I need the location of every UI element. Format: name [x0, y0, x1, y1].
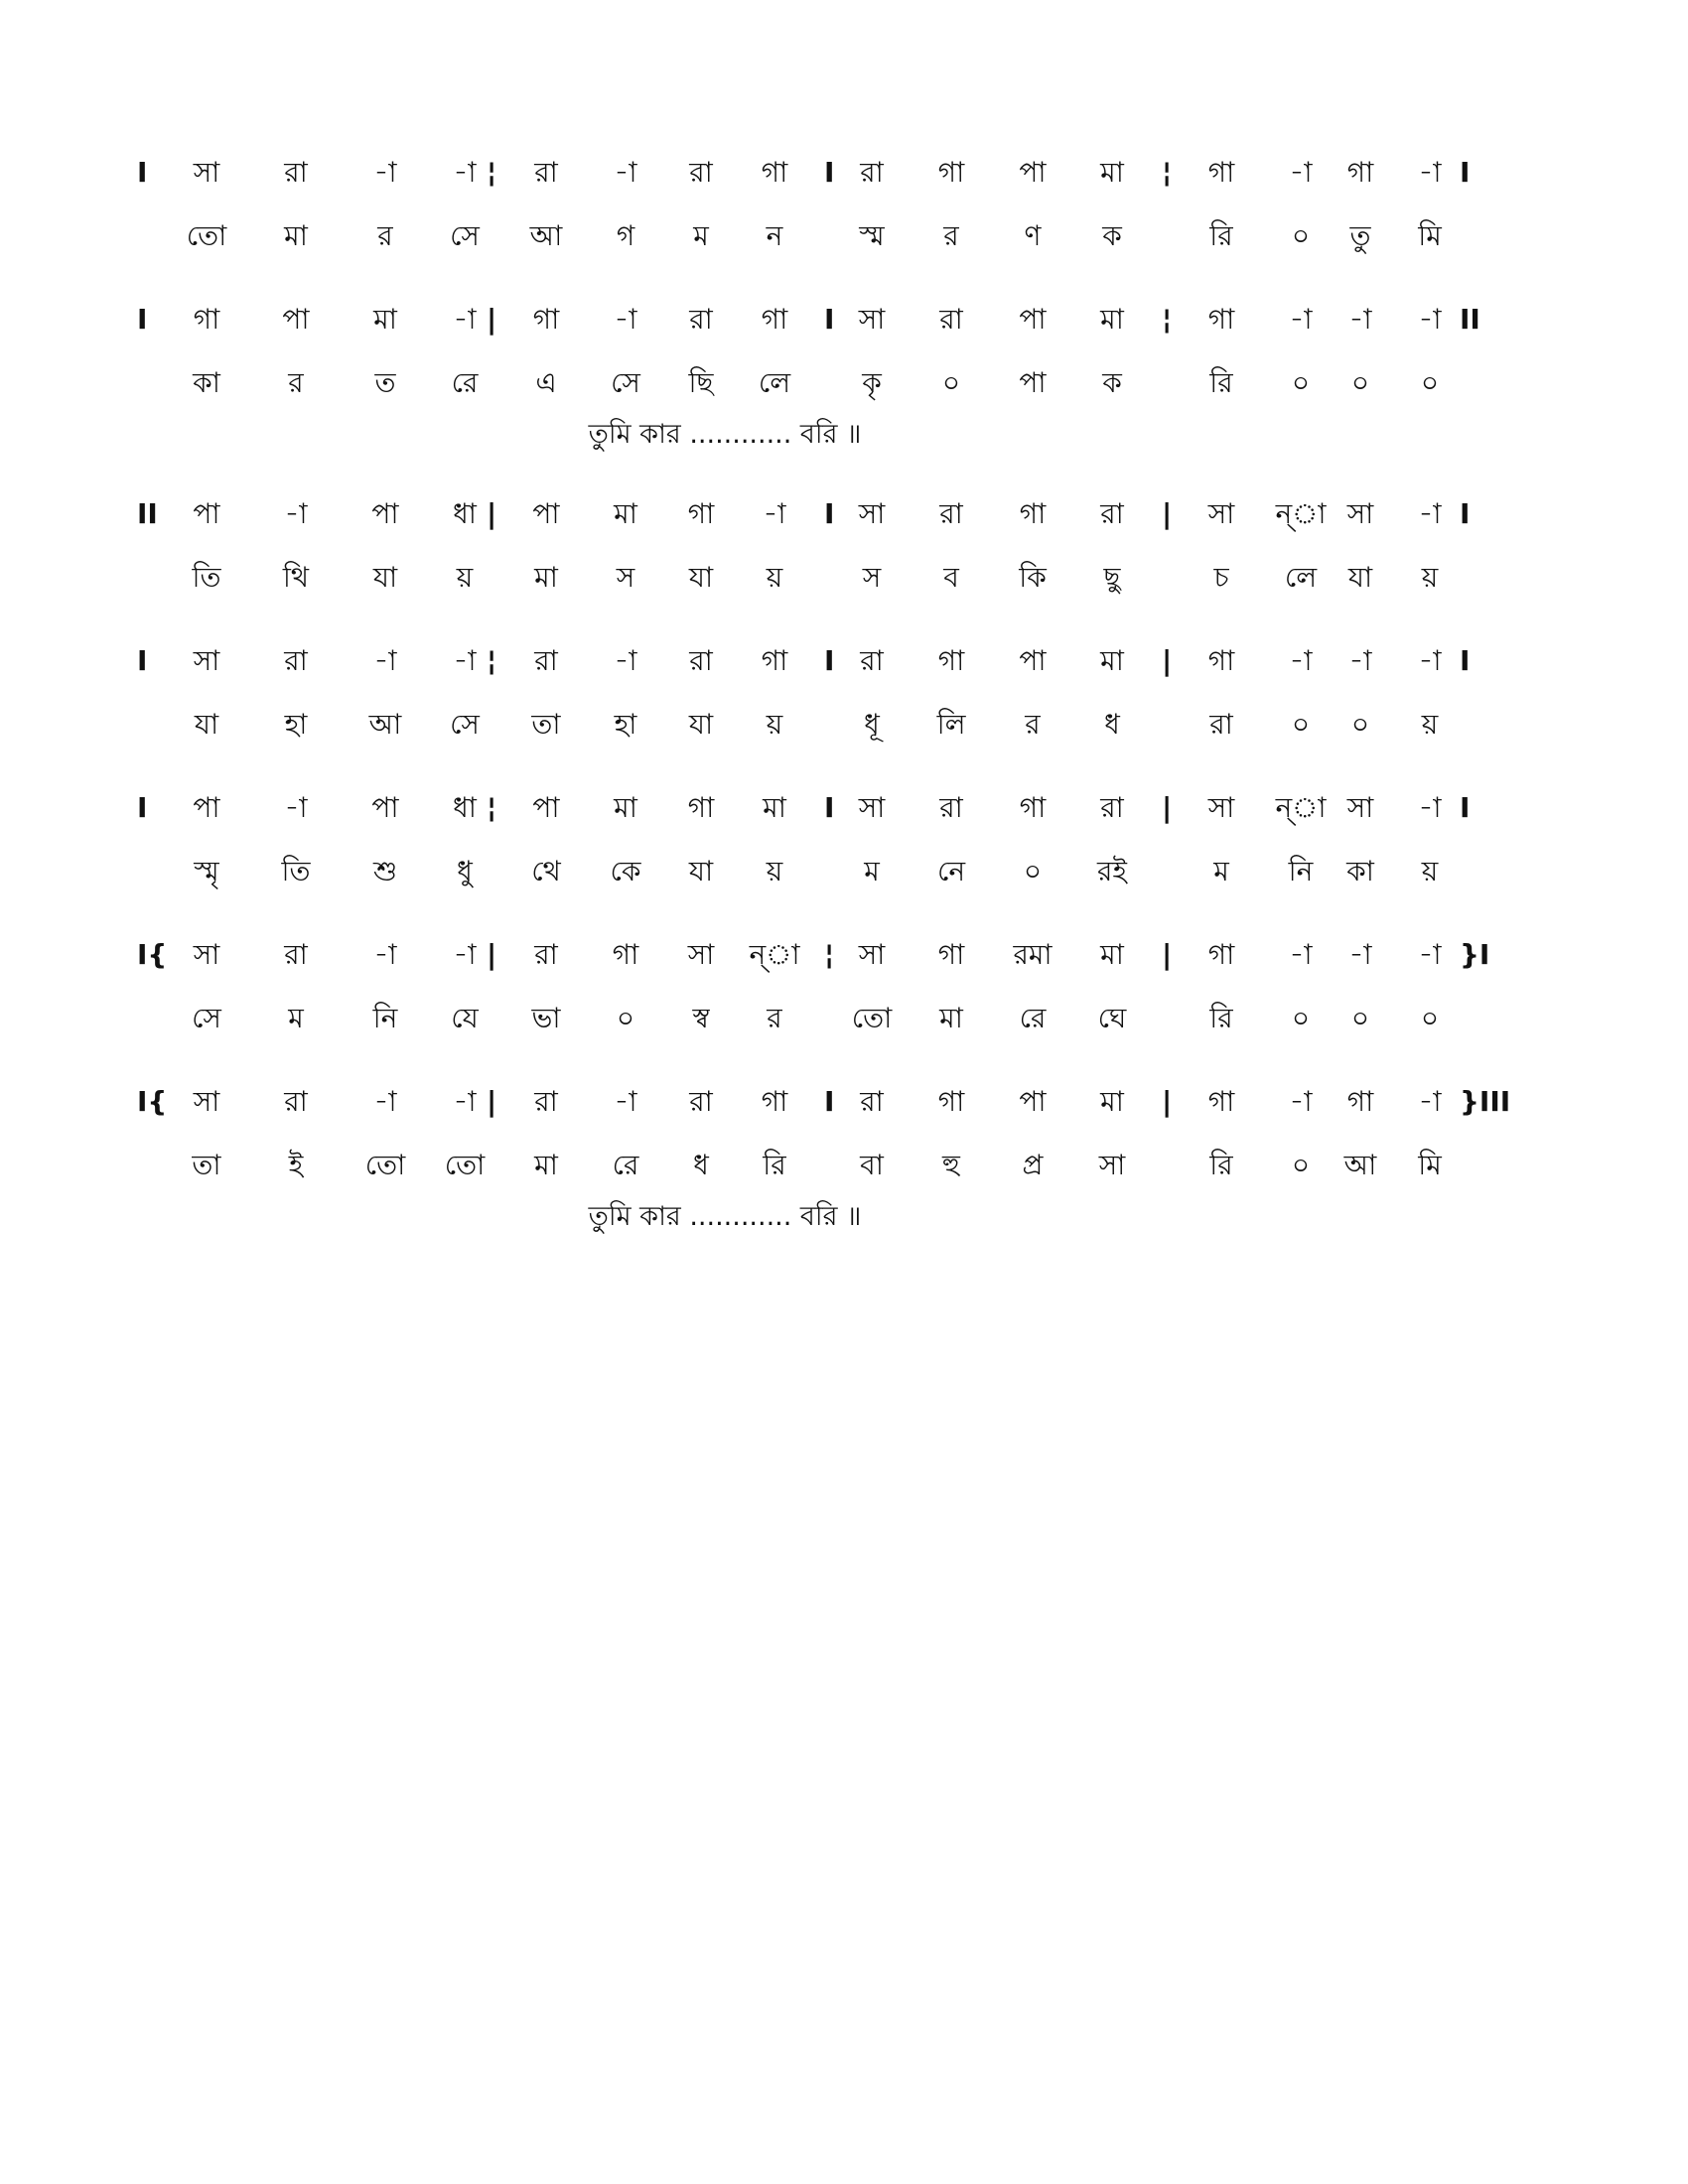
swara-note: মা [1100, 1085, 1124, 1118]
lyric-syllable: ব [943, 561, 959, 594]
swara-note: -া [373, 938, 397, 971]
lyric-syllable: য় [766, 855, 783, 887]
stanza [137, 490, 1539, 614]
bar-line: I [137, 156, 148, 189]
lyric-syllable: য় [1421, 561, 1439, 594]
swara-note: রা [689, 156, 713, 189]
swara-note: পা [282, 303, 310, 336]
lyric-syllable: ধু [457, 855, 473, 887]
swara-note: -া [1348, 303, 1372, 336]
lyric-syllable: ই [288, 1149, 304, 1181]
stanza [137, 637, 1539, 760]
bar-line: ¦ [487, 156, 497, 189]
lyric-syllable: যে [451, 1002, 479, 1034]
swara-note: পা [1019, 303, 1047, 336]
bar-line: ¦ [824, 938, 835, 971]
bar-line: | [487, 497, 497, 530]
swara-note: -া [453, 303, 477, 336]
swara-note: সা [193, 938, 220, 971]
lyric-syllable: সে [450, 219, 480, 252]
lyric-syllable: ক [1102, 219, 1122, 252]
swara-note: -া [1289, 644, 1313, 677]
lyric-syllable: ০ [1420, 1002, 1440, 1034]
lyric-syllable: ধূ [864, 708, 880, 741]
swara-note: গা [687, 791, 715, 824]
lyric-syllable: সা [1098, 1149, 1126, 1181]
swara-note: রা [860, 1085, 884, 1118]
swara-note: -া [614, 303, 637, 336]
bar-line: | [1162, 1085, 1173, 1118]
lyric-syllable: ০ [1420, 366, 1440, 399]
lyric-syllable: এ [535, 366, 557, 399]
lyric-syllable: র [377, 219, 393, 252]
notes-row [137, 149, 1539, 212]
bar-line: I{ [137, 938, 168, 971]
swara-note: রা [1100, 497, 1124, 530]
swara-note: মা [614, 791, 637, 824]
bar-line: | [1162, 497, 1173, 530]
lyric-syllable: নি [1288, 855, 1314, 887]
bar-line: | [1162, 644, 1173, 677]
lyric-syllable: যা [688, 855, 714, 887]
swara-note: -া [614, 1085, 637, 1118]
swara-note: রা [939, 497, 963, 530]
swara-note: পা [193, 791, 220, 824]
lyric-syllable: শু [372, 855, 398, 887]
lyric-syllable: নে [936, 855, 966, 887]
bar-line: I [137, 644, 148, 677]
swara-note: -া [1289, 938, 1313, 971]
swara-note: মা [1100, 303, 1124, 336]
notes-row [137, 784, 1539, 848]
bar-line: I [137, 791, 148, 824]
lyric-syllable: মি [1418, 1149, 1442, 1181]
bar-line: I [1460, 791, 1471, 824]
bar-line: I [824, 644, 835, 677]
lyric-syllable: প্র [1022, 1149, 1044, 1181]
swara-note: সা [1346, 791, 1374, 824]
bar-line: I [1460, 156, 1471, 189]
bar-line: I [1460, 644, 1471, 677]
bar-line: }I [1460, 938, 1490, 971]
swara-note: -া [284, 791, 308, 824]
swara-note: -া [1418, 303, 1442, 336]
lyric-syllable: আ [368, 708, 402, 741]
swara-note: গা [1207, 938, 1235, 971]
lyric-syllable: থি [282, 561, 310, 594]
stanza [137, 1078, 1539, 1249]
swara-note: পা [1019, 644, 1047, 677]
lyric-syllable: তি [192, 561, 221, 594]
lyric-syllable: রে [451, 366, 479, 399]
swara-note: -া [1348, 644, 1372, 677]
swara-note: রা [534, 1085, 558, 1118]
lyric-syllable: য় [1421, 708, 1439, 741]
lyric-syllable: ন [766, 219, 783, 252]
lyric-syllable: রই [1097, 855, 1127, 887]
lyric-syllable: ০ [1350, 708, 1370, 741]
stanza [137, 931, 1539, 1054]
notation-sheet [137, 149, 1539, 1273]
swara-note: রা [860, 644, 884, 677]
lyric-syllable: ০ [1350, 1002, 1370, 1034]
lyrics-row [149, 212, 1539, 272]
lyrics-row [149, 701, 1539, 760]
lyric-syllable: যা [688, 708, 714, 741]
lyric-syllable: মা [534, 561, 558, 594]
swara-note: -া [1348, 938, 1372, 971]
swara-note: গা [1346, 156, 1374, 189]
lyric-syllable: স্ব [692, 1002, 710, 1034]
lyric-syllable: যা [194, 708, 219, 741]
lyric-syllable: কি [1019, 561, 1047, 594]
swara-note: রা [939, 791, 963, 824]
swara-note: মা [1100, 644, 1124, 677]
swara-note: সা [193, 1085, 220, 1118]
lyric-syllable: ণ [1024, 219, 1042, 252]
lyric-syllable: র [943, 219, 959, 252]
swara-note: ন্‌া [1275, 791, 1327, 824]
swara-note: রমা [1013, 938, 1053, 971]
swara-note: -া [614, 156, 637, 189]
lyric-syllable: রা [1209, 708, 1233, 741]
swara-note: গা [687, 497, 715, 530]
stanza [137, 296, 1539, 467]
swara-note: রা [284, 938, 308, 971]
refrain-line: তুমি কার ............ বরি ॥ [588, 419, 862, 450]
lyric-syllable: রি [763, 1149, 786, 1181]
lyric-syllable: ০ [1291, 366, 1311, 399]
lyric-syllable: কা [1346, 855, 1374, 887]
swara-note: পা [371, 497, 399, 530]
stanza [137, 784, 1539, 907]
swara-note: -া [763, 497, 786, 530]
lyric-syllable: ০ [1023, 855, 1043, 887]
lyric-syllable: ০ [1350, 366, 1370, 399]
lyric-syllable: য় [456, 561, 474, 594]
swara-note: গা [1346, 1085, 1374, 1118]
lyric-syllable: হু [942, 1149, 960, 1181]
lyric-syllable: সে [450, 708, 480, 741]
bar-line: | [1162, 938, 1173, 971]
lyrics-row [149, 554, 1539, 614]
swara-note: সা [858, 497, 886, 530]
lyric-syllable: তো [364, 1149, 406, 1181]
swara-note: -া [1289, 303, 1313, 336]
bar-line: ¦ [487, 644, 497, 677]
swara-note: গা [937, 156, 965, 189]
lyric-syllable: ০ [1291, 1002, 1311, 1034]
swara-note: গা [761, 1085, 788, 1118]
lyric-syllable: তো [186, 219, 227, 252]
swara-note: -া [614, 644, 637, 677]
lyric-syllable: হা [284, 708, 308, 741]
swara-note: রা [860, 156, 884, 189]
lyric-syllable: ম [1213, 855, 1229, 887]
lyric-syllable: র [288, 366, 304, 399]
bar-line: ¦ [1162, 156, 1173, 189]
lyrics-row [149, 359, 1539, 419]
notes-row [137, 637, 1539, 701]
bar-line: I [1460, 497, 1471, 530]
lyric-syllable: রি [1209, 1002, 1233, 1034]
lyric-syllable: রি [1209, 366, 1233, 399]
swara-note: মা [763, 791, 786, 824]
bar-line: II [137, 497, 158, 530]
lyric-syllable: ম [864, 855, 880, 887]
lyric-syllable: মা [939, 1002, 963, 1034]
bar-line: }III [1460, 1085, 1511, 1118]
swara-note: গা [193, 303, 220, 336]
swara-note: ধা [453, 497, 477, 530]
swara-note: -া [1418, 156, 1442, 189]
lyric-syllable: য় [766, 561, 783, 594]
lyric-syllable: মি [1418, 219, 1442, 252]
lyric-syllable: স্মৃ [194, 855, 219, 887]
swara-note: পা [532, 791, 560, 824]
refrain-line: তুমি কার ............ বরি ॥ [588, 1201, 862, 1232]
lyric-syllable: র [767, 1002, 782, 1034]
lyric-syllable: কৃ [862, 366, 882, 399]
lyric-syllable: ছি [688, 366, 714, 399]
swara-note: রা [534, 644, 558, 677]
swara-note: পা [1019, 156, 1047, 189]
swara-note: -া [373, 644, 397, 677]
bar-line: ¦ [1162, 303, 1173, 336]
lyric-syllable: র [1025, 708, 1041, 741]
swara-note: গা [937, 644, 965, 677]
lyric-syllable: নি [372, 1002, 398, 1034]
notes-row [137, 296, 1539, 359]
notes-row [137, 1078, 1539, 1142]
lyric-syllable: থে [531, 855, 561, 887]
swara-note: সা [858, 303, 886, 336]
lyrics-row [149, 995, 1539, 1054]
lyric-syllable: তি [281, 855, 311, 887]
swara-note: সা [1346, 497, 1374, 530]
lyric-syllable: মা [534, 1149, 558, 1181]
lyric-syllable: হা [614, 708, 637, 741]
bar-line: I [824, 791, 835, 824]
swara-note: গা [1019, 497, 1047, 530]
lyric-syllable: চ [1213, 561, 1229, 594]
lyric-syllable: স [616, 561, 635, 594]
lyric-syllable: তো [851, 1002, 893, 1034]
lyric-syllable: লি [936, 708, 966, 741]
lyric-syllable: রে [1019, 1002, 1047, 1034]
swara-note: ন্‌া [1275, 497, 1327, 530]
lyric-syllable: ধ [693, 1149, 709, 1181]
lyric-syllable: যা [688, 561, 714, 594]
lyric-syllable: মা [284, 219, 308, 252]
lyric-syllable: ক [1102, 366, 1122, 399]
lyric-syllable: ছু [1103, 561, 1121, 594]
swara-note: পা [193, 497, 220, 530]
bar-line: | [487, 303, 497, 336]
swara-note: -া [453, 938, 477, 971]
lyric-syllable: ০ [1291, 708, 1311, 741]
lyric-syllable: য় [1421, 855, 1439, 887]
lyrics-row [149, 1142, 1539, 1201]
swara-note: গা [1207, 1085, 1235, 1118]
lyric-syllable: ঘে [1097, 1002, 1127, 1034]
swara-note: -া [1418, 1085, 1442, 1118]
lyric-syllable: ত [374, 366, 396, 399]
lyric-syllable: ভা [531, 1002, 561, 1034]
swara-note: ন্‌া [749, 938, 800, 971]
swara-note: পা [371, 791, 399, 824]
lyric-syllable: ০ [1291, 1149, 1311, 1181]
swara-note: মা [373, 303, 397, 336]
swara-note: -া [1289, 156, 1313, 189]
swara-note: -া [1418, 644, 1442, 677]
swara-note: গা [1019, 791, 1047, 824]
bar-line: ¦ [487, 791, 497, 824]
bar-line: I [824, 1085, 835, 1118]
notes-row [137, 931, 1539, 995]
lyric-syllable: যা [1347, 561, 1373, 594]
swara-note: -া [1418, 791, 1442, 824]
swara-note: পা [1019, 1085, 1047, 1118]
bar-line: | [1162, 791, 1173, 824]
swara-note: রা [939, 303, 963, 336]
bar-line: I{ [137, 1085, 168, 1118]
swara-note: -া [373, 1085, 397, 1118]
lyric-syllable: গ [616, 219, 635, 252]
bar-line: I [824, 303, 835, 336]
notes-row [137, 490, 1539, 554]
lyric-syllable: পা [1019, 366, 1047, 399]
swara-note: গা [761, 644, 788, 677]
stanza [137, 149, 1539, 272]
swara-note: মা [1100, 938, 1124, 971]
swara-note: -া [284, 497, 308, 530]
lyric-syllable: ম [693, 219, 709, 252]
swara-note: সা [193, 644, 220, 677]
swara-note: পা [532, 497, 560, 530]
swara-note: -া [1418, 938, 1442, 971]
lyric-syllable: ধ [1104, 708, 1120, 741]
swara-note: সা [858, 938, 886, 971]
swara-note: -া [1418, 497, 1442, 530]
lyric-syllable: স্ম [859, 219, 885, 252]
bar-line: II [1460, 303, 1480, 336]
lyric-syllable: তু [1349, 219, 1371, 252]
swara-note: গা [937, 938, 965, 971]
swara-note: রা [1100, 791, 1124, 824]
lyric-syllable: যা [372, 561, 398, 594]
lyric-syllable: সে [192, 1002, 221, 1034]
swara-note: রা [534, 938, 558, 971]
swara-note: গা [761, 303, 788, 336]
swara-note: -া [453, 156, 477, 189]
swara-note: রা [689, 303, 713, 336]
lyric-syllable: বা [860, 1149, 884, 1181]
lyric-syllable: য় [766, 708, 783, 741]
swara-note: -া [453, 1085, 477, 1118]
swara-note: গা [1207, 303, 1235, 336]
swara-note: মা [614, 497, 637, 530]
lyric-syllable: ০ [616, 1002, 635, 1034]
swara-note: রা [689, 644, 713, 677]
lyric-syllable: তা [192, 1149, 221, 1181]
lyric-syllable: ম [288, 1002, 304, 1034]
swara-note: সা [193, 156, 220, 189]
lyric-syllable: রে [612, 1149, 639, 1181]
swara-note: গা [612, 938, 639, 971]
bar-line: | [487, 1085, 497, 1118]
bar-line: I [824, 497, 835, 530]
swara-note: গা [1207, 644, 1235, 677]
swara-note: রা [284, 644, 308, 677]
lyric-syllable: কে [610, 855, 641, 887]
swara-note: রা [284, 1085, 308, 1118]
lyric-syllable: স [862, 561, 882, 594]
swara-note: ধা [453, 791, 477, 824]
swara-note: রা [689, 1085, 713, 1118]
swara-note: -া [1289, 1085, 1313, 1118]
lyric-syllable: লে [1284, 561, 1318, 594]
swara-note: গা [532, 303, 560, 336]
swara-note: রা [284, 156, 308, 189]
swara-note: সা [858, 791, 886, 824]
lyric-syllable: তা [531, 708, 561, 741]
bar-line: | [487, 938, 497, 971]
swara-note: রা [534, 156, 558, 189]
lyric-syllable: রি [1209, 1149, 1233, 1181]
lyric-syllable: লে [758, 366, 791, 399]
swara-note: সা [1207, 497, 1235, 530]
bar-line: I [824, 156, 835, 189]
swara-note: সা [1207, 791, 1235, 824]
swara-note: মা [1100, 156, 1124, 189]
lyric-syllable: তো [444, 1149, 486, 1181]
bar-line: I [137, 303, 148, 336]
lyric-syllable: সে [611, 366, 640, 399]
lyric-syllable: আ [529, 219, 563, 252]
swara-note: -া [453, 644, 477, 677]
lyric-syllable: কা [193, 366, 220, 399]
lyric-syllable: ০ [941, 366, 961, 399]
swara-note: -া [373, 156, 397, 189]
lyric-syllable: রি [1209, 219, 1233, 252]
lyrics-row [149, 848, 1539, 907]
lyric-syllable: ০ [1291, 219, 1311, 252]
swara-note: গা [761, 156, 788, 189]
swara-note: গা [1207, 156, 1235, 189]
lyric-syllable: আ [1343, 1149, 1377, 1181]
swara-note: সা [687, 938, 715, 971]
swara-note: গা [937, 1085, 965, 1118]
